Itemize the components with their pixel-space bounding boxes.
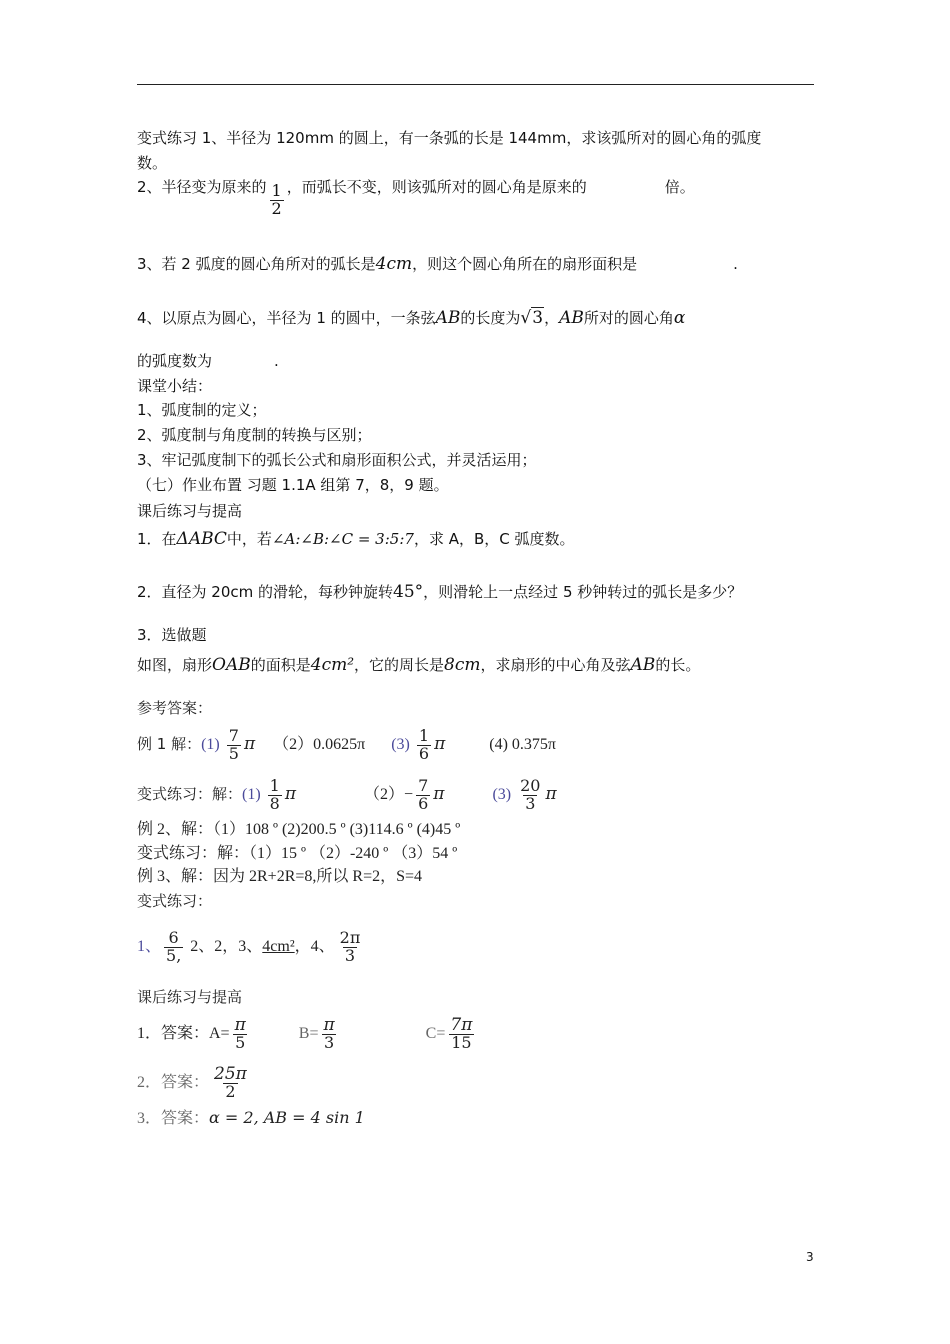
- exercise-3: [137, 254, 738, 274]
- sqrt-three: √3: [520, 308, 544, 328]
- page-number: 3: [806, 1250, 814, 1264]
- answer-h1-a-fraction: [233, 1014, 248, 1053]
- answer-h1-b-label: B=: [298, 1025, 319, 1042]
- angle-45: 45°: [393, 582, 424, 602]
- exercise-3-pre: 3、若 2 弧度的圆心角所对的弧长是: [137, 255, 376, 273]
- answer-bs3-a1-pre: 1、: [137, 938, 162, 955]
- numerator: 25π: [214, 1063, 247, 1084]
- sector-perimeter: 8cm: [444, 655, 481, 675]
- question-2: [137, 582, 742, 602]
- denominator: 3: [525, 793, 536, 813]
- fraction-denominator: 2: [271, 198, 282, 218]
- alpha-symbol: α: [673, 308, 686, 328]
- answer-ex1-a1-fraction: [227, 728, 241, 763]
- summary-item-2: 2、弧度制与角度制的转换与区别；: [137, 426, 372, 444]
- chord-ab-2: AB: [559, 308, 584, 328]
- answer-bs3-a4-pre: ，4、: [294, 938, 335, 955]
- numerator: π: [234, 1014, 246, 1035]
- numerator: 7π: [450, 1014, 473, 1035]
- answer-bs3-a3: 4cm²: [262, 938, 295, 955]
- answer-h3-label: 3．答案：: [137, 1110, 210, 1127]
- answer-bs3-a4-fraction: [338, 930, 363, 965]
- arc-length-math: 4cm: [375, 254, 413, 274]
- answer-ex1-label: 例 1 解：: [137, 735, 202, 753]
- exercise-3-end: .: [733, 255, 738, 273]
- fraction-numerator: 1: [271, 181, 282, 200]
- question-3-mid-3: ，求扇形的中心角及弦: [480, 656, 631, 674]
- exercise-4-pre: 4、以原点为圆心，半径为 1 的圆中，一条弦: [137, 309, 436, 327]
- question-3-title: 3．选做题: [137, 626, 207, 644]
- answer-h3-value: α = 2, AB = 4 sin 1: [209, 1108, 365, 1127]
- answer-ex1-a1-label: (1): [201, 736, 220, 753]
- exercise-2-pre: 2、半径变为原来的: [137, 178, 267, 196]
- summary-item-1: 1、弧度制的定义；: [137, 401, 267, 419]
- answers-after-class-title: 课后练习与提高: [137, 988, 243, 1006]
- homework: （七）作业布置 习题 1.1A 组第 7，8，9 题。: [137, 476, 449, 494]
- denominator: 3: [323, 1033, 335, 1053]
- answer-homework-3: [137, 1108, 365, 1129]
- exercise-1-line-1: 变式练习 1、半径为 120mm 的圆上，有一条弧的长是 144mm，求该弧所对的圆心角的弧度: [137, 129, 762, 147]
- header-rule: [137, 84, 814, 85]
- answer-variant-1: [137, 772, 557, 817]
- exercise-3-post: ，则这个圆心角所在的扇形面积是: [412, 255, 638, 273]
- sector-oab: OAB: [212, 655, 251, 675]
- exercise-2-fraction: [270, 183, 284, 218]
- question-1-post: ，求 A，B，C 弧度数。: [413, 530, 575, 548]
- exercise-4-mid: 的长度为: [460, 309, 521, 327]
- exercise-4-line-2: [137, 351, 279, 371]
- numerator: 7: [228, 726, 239, 746]
- question-3-mid-2: ，它的周长是: [354, 656, 445, 674]
- question-1: [137, 529, 575, 549]
- chord-ab: AB: [435, 308, 461, 328]
- pi-symbol: π: [284, 784, 297, 804]
- denominator: 5: [235, 1033, 246, 1053]
- numerator: 20: [520, 776, 541, 796]
- answer-ex1-a3-fraction: [417, 728, 431, 763]
- answer-bs3-a2: 2、2，3、: [190, 938, 263, 955]
- denominator: 2: [225, 1082, 236, 1102]
- denominator: 5,: [166, 945, 182, 965]
- question-1-pre: 1．在: [137, 530, 177, 548]
- answer-h1-b-fraction: [321, 1014, 336, 1053]
- exercise-4: [137, 308, 685, 328]
- denominator: 8: [269, 793, 280, 813]
- answer-ex1-a2: （2）0.0625π: [273, 736, 366, 753]
- summary-item-3: 3、牢记弧度制下的弧长公式和扇形面积公式，并灵活运用；: [137, 451, 537, 469]
- denominator: 3: [344, 945, 356, 965]
- numerator: 7: [418, 776, 429, 796]
- denominator: 5: [228, 743, 239, 763]
- question-3-pre: 如图，扇形: [137, 656, 213, 674]
- answer-variant-3-label: 变式练习：: [137, 892, 213, 910]
- answer-h1-c-label: C=: [425, 1025, 446, 1042]
- answer-bs1-a2-label: （2）−: [364, 786, 414, 803]
- denominator: 6: [418, 793, 429, 813]
- numerator: 6: [168, 928, 179, 948]
- answer-h2-label: 2．答案：: [137, 1074, 210, 1091]
- sector-area: 4cm²: [310, 655, 355, 675]
- summary-title: 课堂小结：: [137, 377, 213, 395]
- answer-example-3: 例 3、解：因为 2R+2R=8,所以 R=2，S=4: [137, 868, 423, 885]
- question-3-mid-1: 的面积是: [250, 656, 311, 674]
- answer-variant-2: 变式练习：解：（1）15 º （2）-240 º （3）54 º: [137, 845, 458, 862]
- answer-homework-1: [137, 1012, 477, 1056]
- numerator: 2π: [339, 928, 361, 948]
- answer-bs1-a1-label: (1): [242, 786, 261, 803]
- answer-bs1-a2-fraction: [416, 778, 430, 813]
- answer-bs1-a3-fraction: [518, 778, 542, 813]
- pi-symbol: π: [545, 784, 557, 804]
- chord-ab-3: AB: [630, 655, 656, 675]
- answer-example-1: [137, 724, 556, 765]
- after-class-title: 课后练习与提高: [137, 502, 243, 520]
- pi-symbol: π: [434, 734, 446, 754]
- answer-homework-2: [137, 1061, 252, 1105]
- exercise-4-comma: ，: [544, 309, 560, 327]
- numerator: 1: [418, 726, 430, 746]
- answer-bs1-a1-fraction: [268, 778, 282, 813]
- exercise-2-end: 倍。: [664, 178, 695, 196]
- answers-title: 参考答案：: [137, 699, 213, 717]
- question-2-pre: 2．直径为 20cm 的滑轮，每秒钟旋转: [137, 583, 394, 601]
- exercise-1-line-2: 数。: [137, 154, 168, 172]
- answer-ex1-a3-label: (3): [391, 736, 410, 753]
- answer-example-2: 例 2、解：（1）108 º (2)200.5 º (3)114.6 º (4)45 º: [137, 821, 461, 838]
- pi-symbol: π: [243, 734, 256, 754]
- answer-bs1-a3-label: (3): [492, 786, 512, 803]
- triangle-abc: ΔABC: [176, 529, 227, 549]
- answer-bs1-label: 变式练习：解：: [137, 785, 243, 803]
- answer-h1-c-fraction: [448, 1014, 474, 1053]
- answer-h2-fraction: [212, 1063, 249, 1102]
- question-1-mid: 中，若: [226, 530, 272, 548]
- angle-ratio: ∠A:∠B:∠C = 3:5:7: [271, 530, 414, 548]
- denominator: 15: [451, 1033, 472, 1053]
- numerator: π: [323, 1014, 335, 1035]
- question-3-post: 的长。: [655, 656, 701, 674]
- exercise-4-post: 所对的圆心角: [583, 309, 674, 327]
- exercise-4-line-2-end: .: [274, 352, 279, 370]
- answer-variant-3: [137, 924, 365, 970]
- answer-h1-label: 1．答案：A=: [137, 1025, 230, 1042]
- answer-ex1-a4: (4) 0.375π: [489, 736, 556, 753]
- exercise-2: [137, 176, 695, 218]
- question-3: [137, 655, 700, 675]
- exercise-4-line-2-text: 的弧度数为: [137, 352, 213, 370]
- answer-bs3-a1-fraction: [164, 930, 183, 965]
- question-2-post: ，则滑轮上一点经过 5 秒钟转过的弧长是多少？: [423, 583, 743, 601]
- numerator: 1: [269, 776, 280, 796]
- pi-symbol: π: [433, 784, 445, 804]
- exercise-2-post: ，而弧长不变，则该弧所对的圆心角是原来的: [286, 178, 587, 196]
- denominator: 6: [418, 743, 430, 763]
